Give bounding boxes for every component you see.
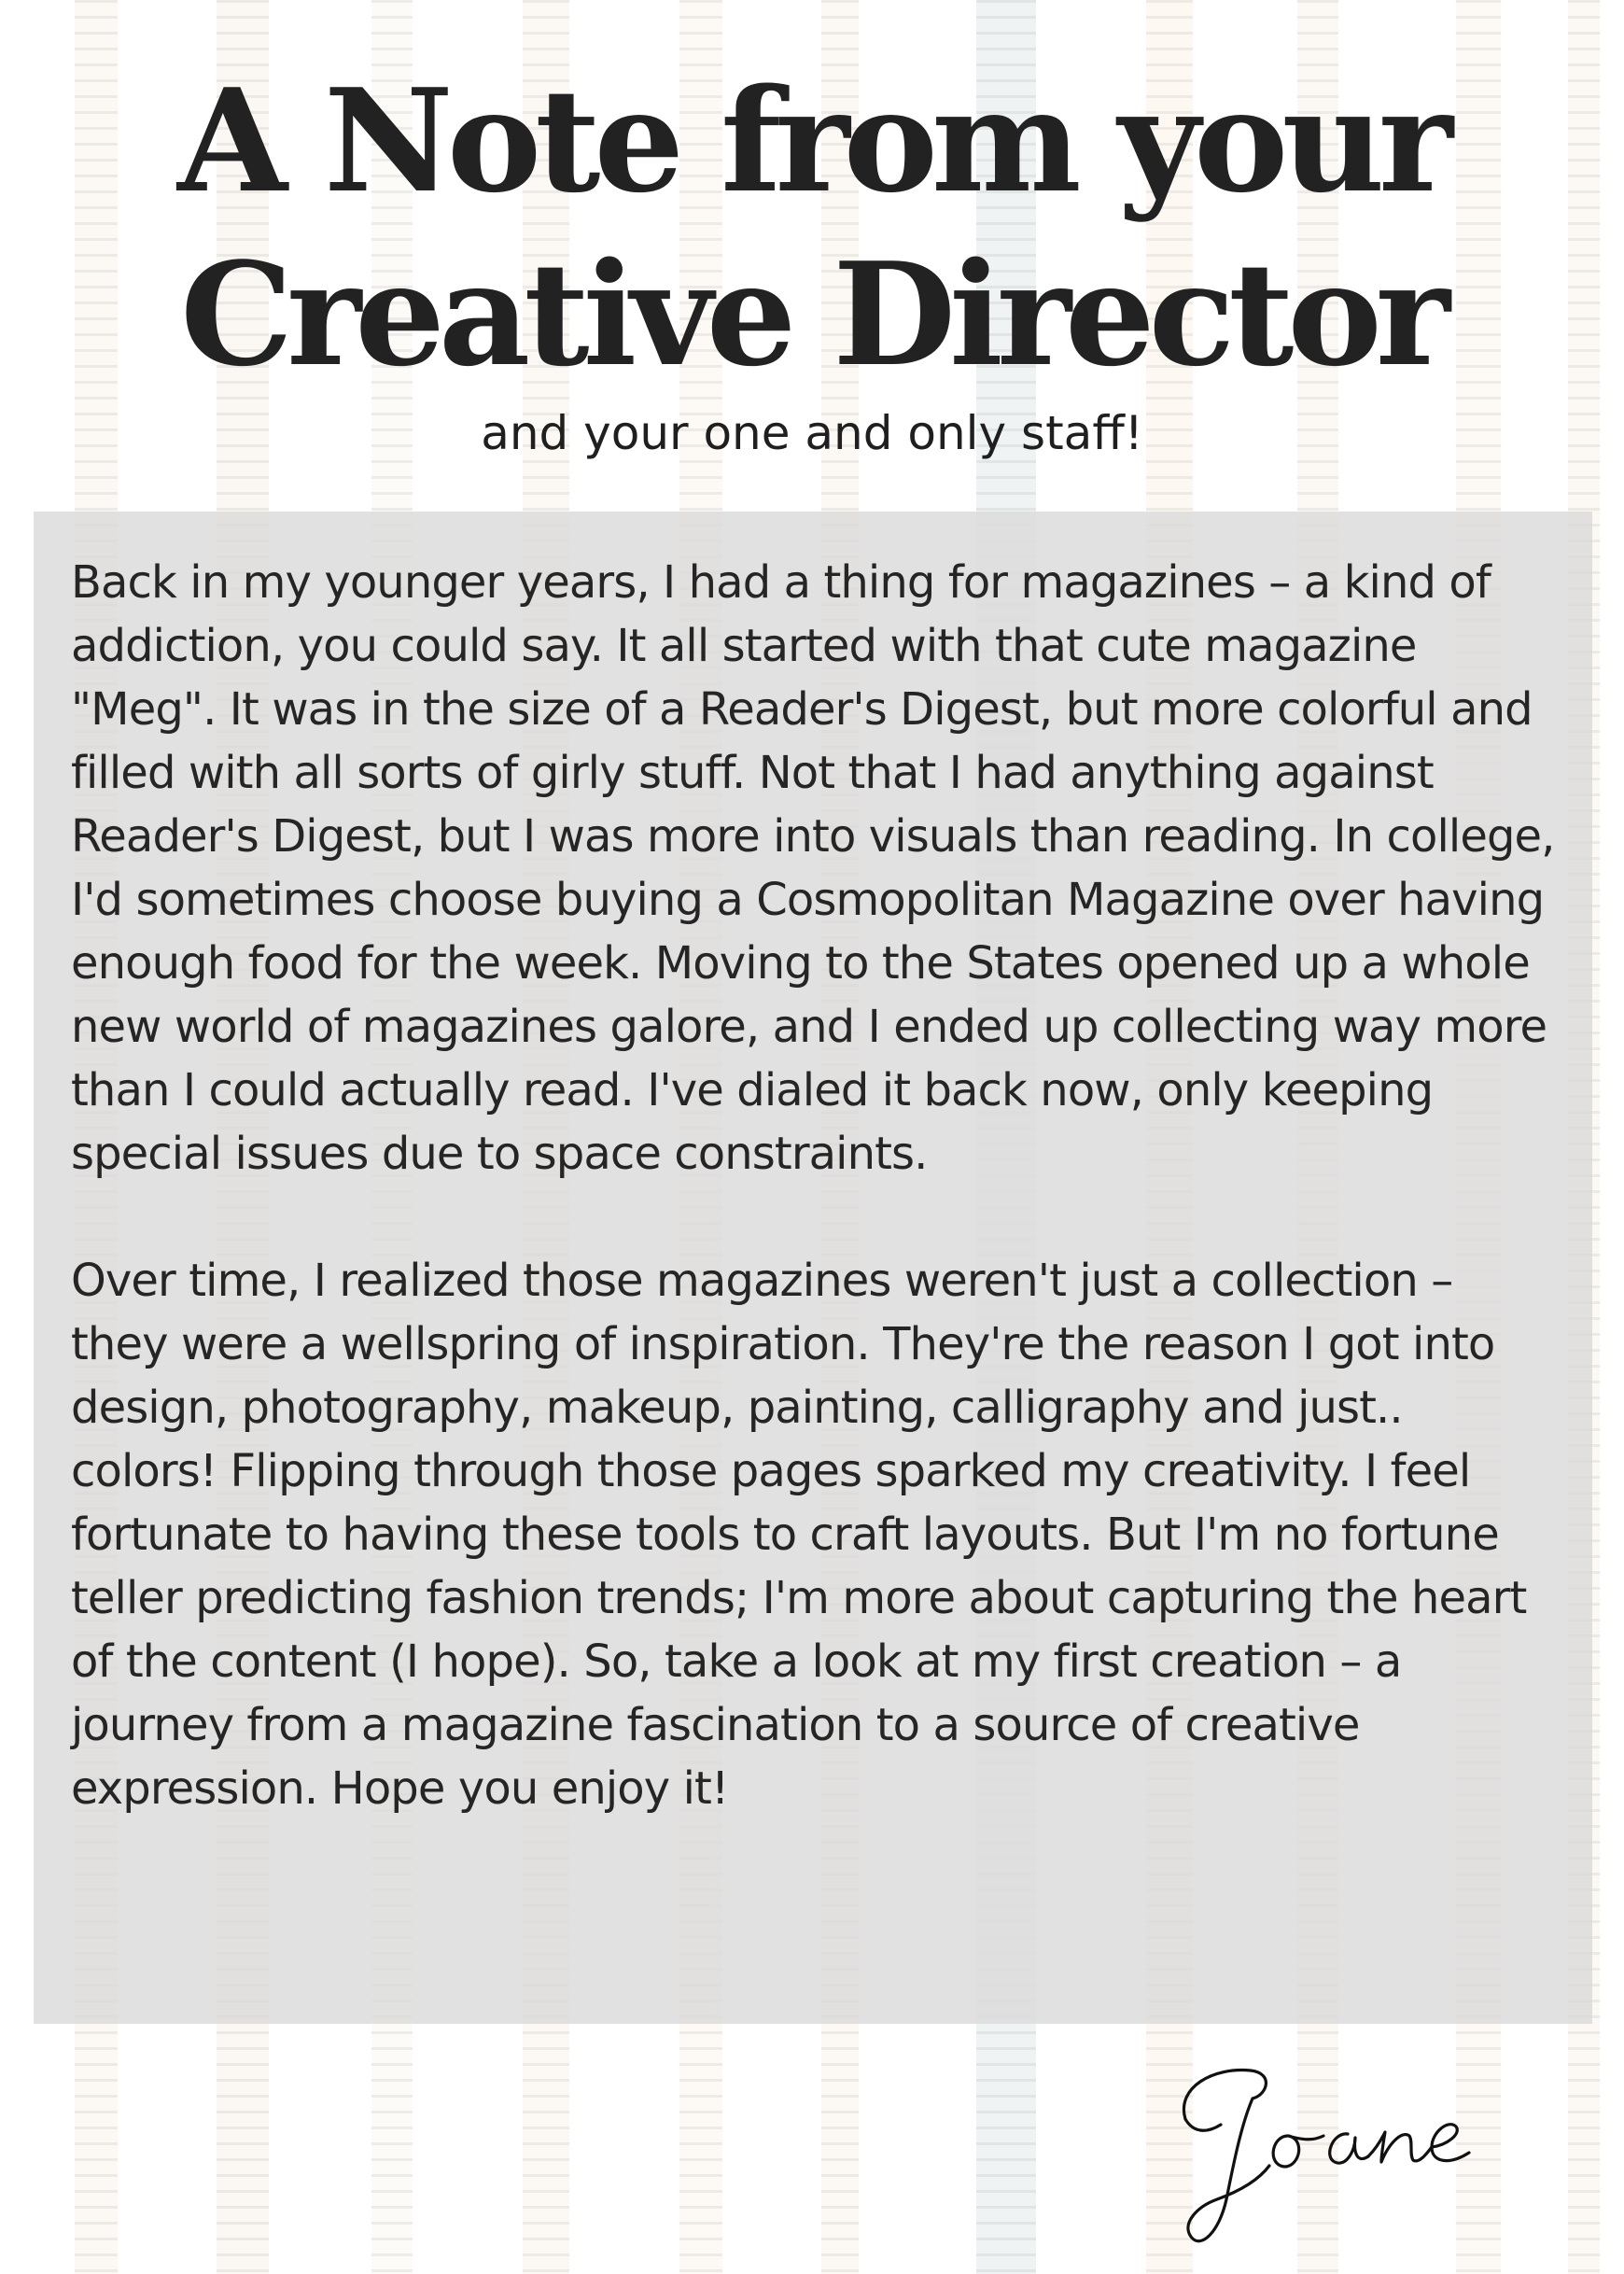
title-line-2: Creative Director [180,231,1444,398]
letter-paragraph-2: Over time, I realized those magazines weren't just a collection – they were a wellspring of inspiration. They're the reason I got into design, photography, makeup, painting, calligraphy and just.. colors! Flipping through those pages sparked my creativity. I feel fortunate to having these tools to craft layouts. But I'm no fortune teller predicting fashion trends; I'm more about capturing the heart of the content (I hope). So, take a look at my first creation – a journey from a magazine fascination to a source of creative expression. Hope you enjoy it! [71,1255,1527,1815]
page-title [0,54,1624,401]
letter-paragraph-1: Back in my younger years, I had a thing for magazines – a kind of addiction, you could say. It all started with that cute magazine "Meg". It was in the size of a Reader's Digest, but more colorful and filled with all sorts of girly stuff. Not that I had anything against Reader's Digest, but I was more into visuals than reading. In college, I'd sometimes choose buying a Cosmopolitan Magazine over having enough food for the week. Moving to the States opened up a whole new world of magazines galore, and I ended up collecting way more than I could actually read. I've dialed it back now, only keeping special issues due to space constraints. [71,556,1555,1180]
letter-panel [34,512,1592,2024]
signature-joane [1148,2050,1503,2255]
title-line-1: A Note from your [177,57,1447,224]
page-subtitle: and your one and only staff! [481,406,1143,460]
